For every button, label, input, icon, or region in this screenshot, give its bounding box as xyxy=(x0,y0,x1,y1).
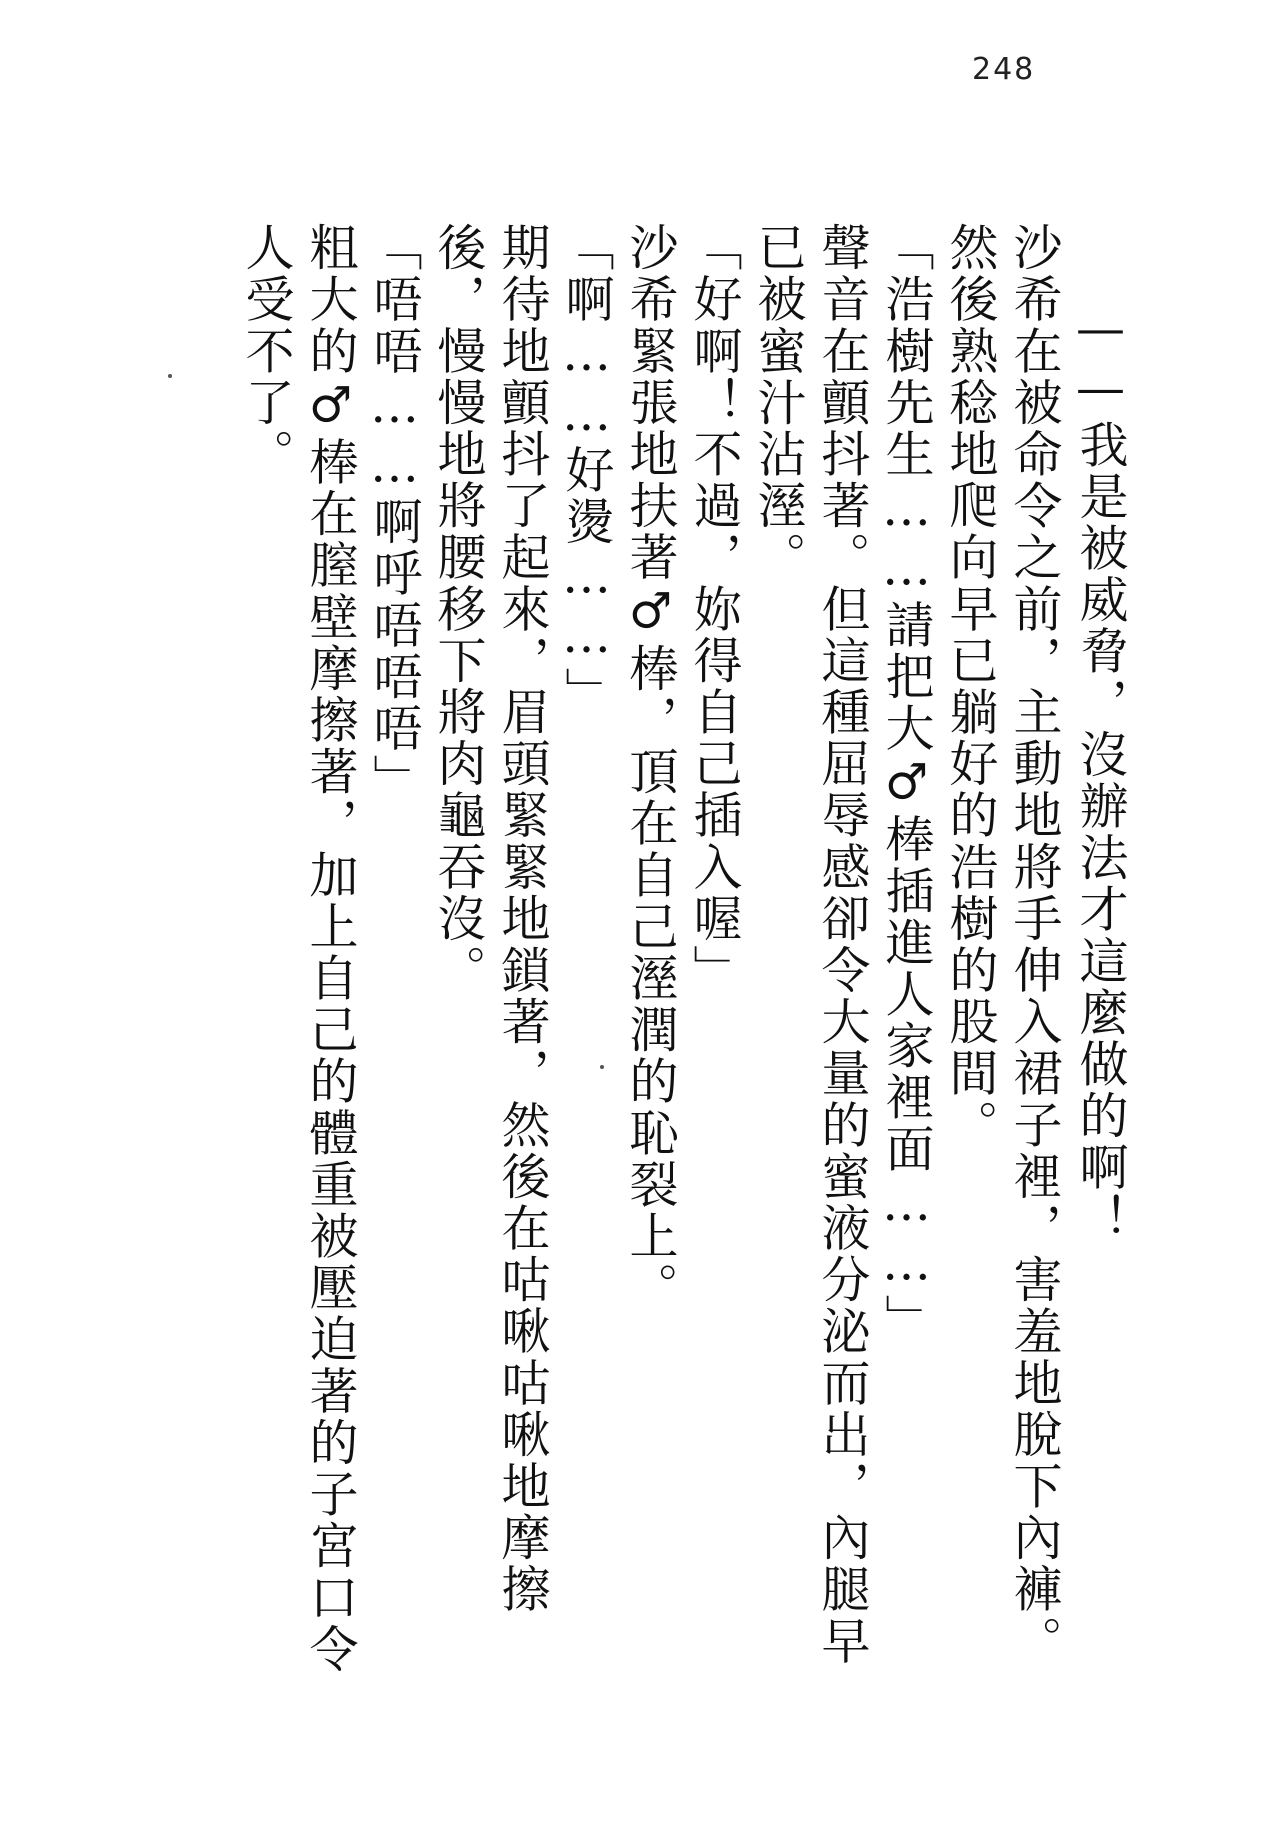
text-column: 已被蜜汁沾溼。 xyxy=(750,222,807,584)
text-column: 「啊……好燙……」 xyxy=(558,222,615,719)
text-column: 聲音在顫抖著。但這種屈辱感卻令大量的蜜液分泌而出，內腿早 xyxy=(814,222,871,1667)
scan-speck xyxy=(168,374,172,378)
text-column: ——我是被威脅，沒辦法才這麼做的啊！ xyxy=(1072,300,1129,1245)
page-number: 248 xyxy=(972,52,1036,87)
text-column: 然後熟稔地爬向早已躺好的浩樹的股間。 xyxy=(942,222,999,1151)
text-column: 後，慢慢地將腰移下將肉龜吞沒。 xyxy=(430,222,487,996)
text-column: 「唔唔……啊呼唔唔唔」 xyxy=(366,222,423,806)
text-column: 粗大的♂棒在膣壁摩擦著，加上自己的體重被壓迫著的子宮口令 xyxy=(302,222,359,1675)
text-column: 期待地顫抖了起來，眉頭緊緊地鎖著，然後在咕啾咕啾地摩擦 xyxy=(494,222,551,1616)
text-column: 人受不了。 xyxy=(238,222,295,480)
text-column: 「浩樹先生……請把大♂棒插進人家裡面……」 xyxy=(878,222,935,1346)
text-column: 「好啊！不過，妳得自己插入喔」 xyxy=(686,222,743,996)
scan-speck xyxy=(600,1065,604,1069)
text-column: 沙希緊張地扶著♂棒，頂在自己溼潤的恥裂上。 xyxy=(622,222,679,1314)
text-column: 沙希在被命令之前，主動地將手伸入裙子裡，害羞地脫下內褲。 xyxy=(1006,222,1063,1667)
